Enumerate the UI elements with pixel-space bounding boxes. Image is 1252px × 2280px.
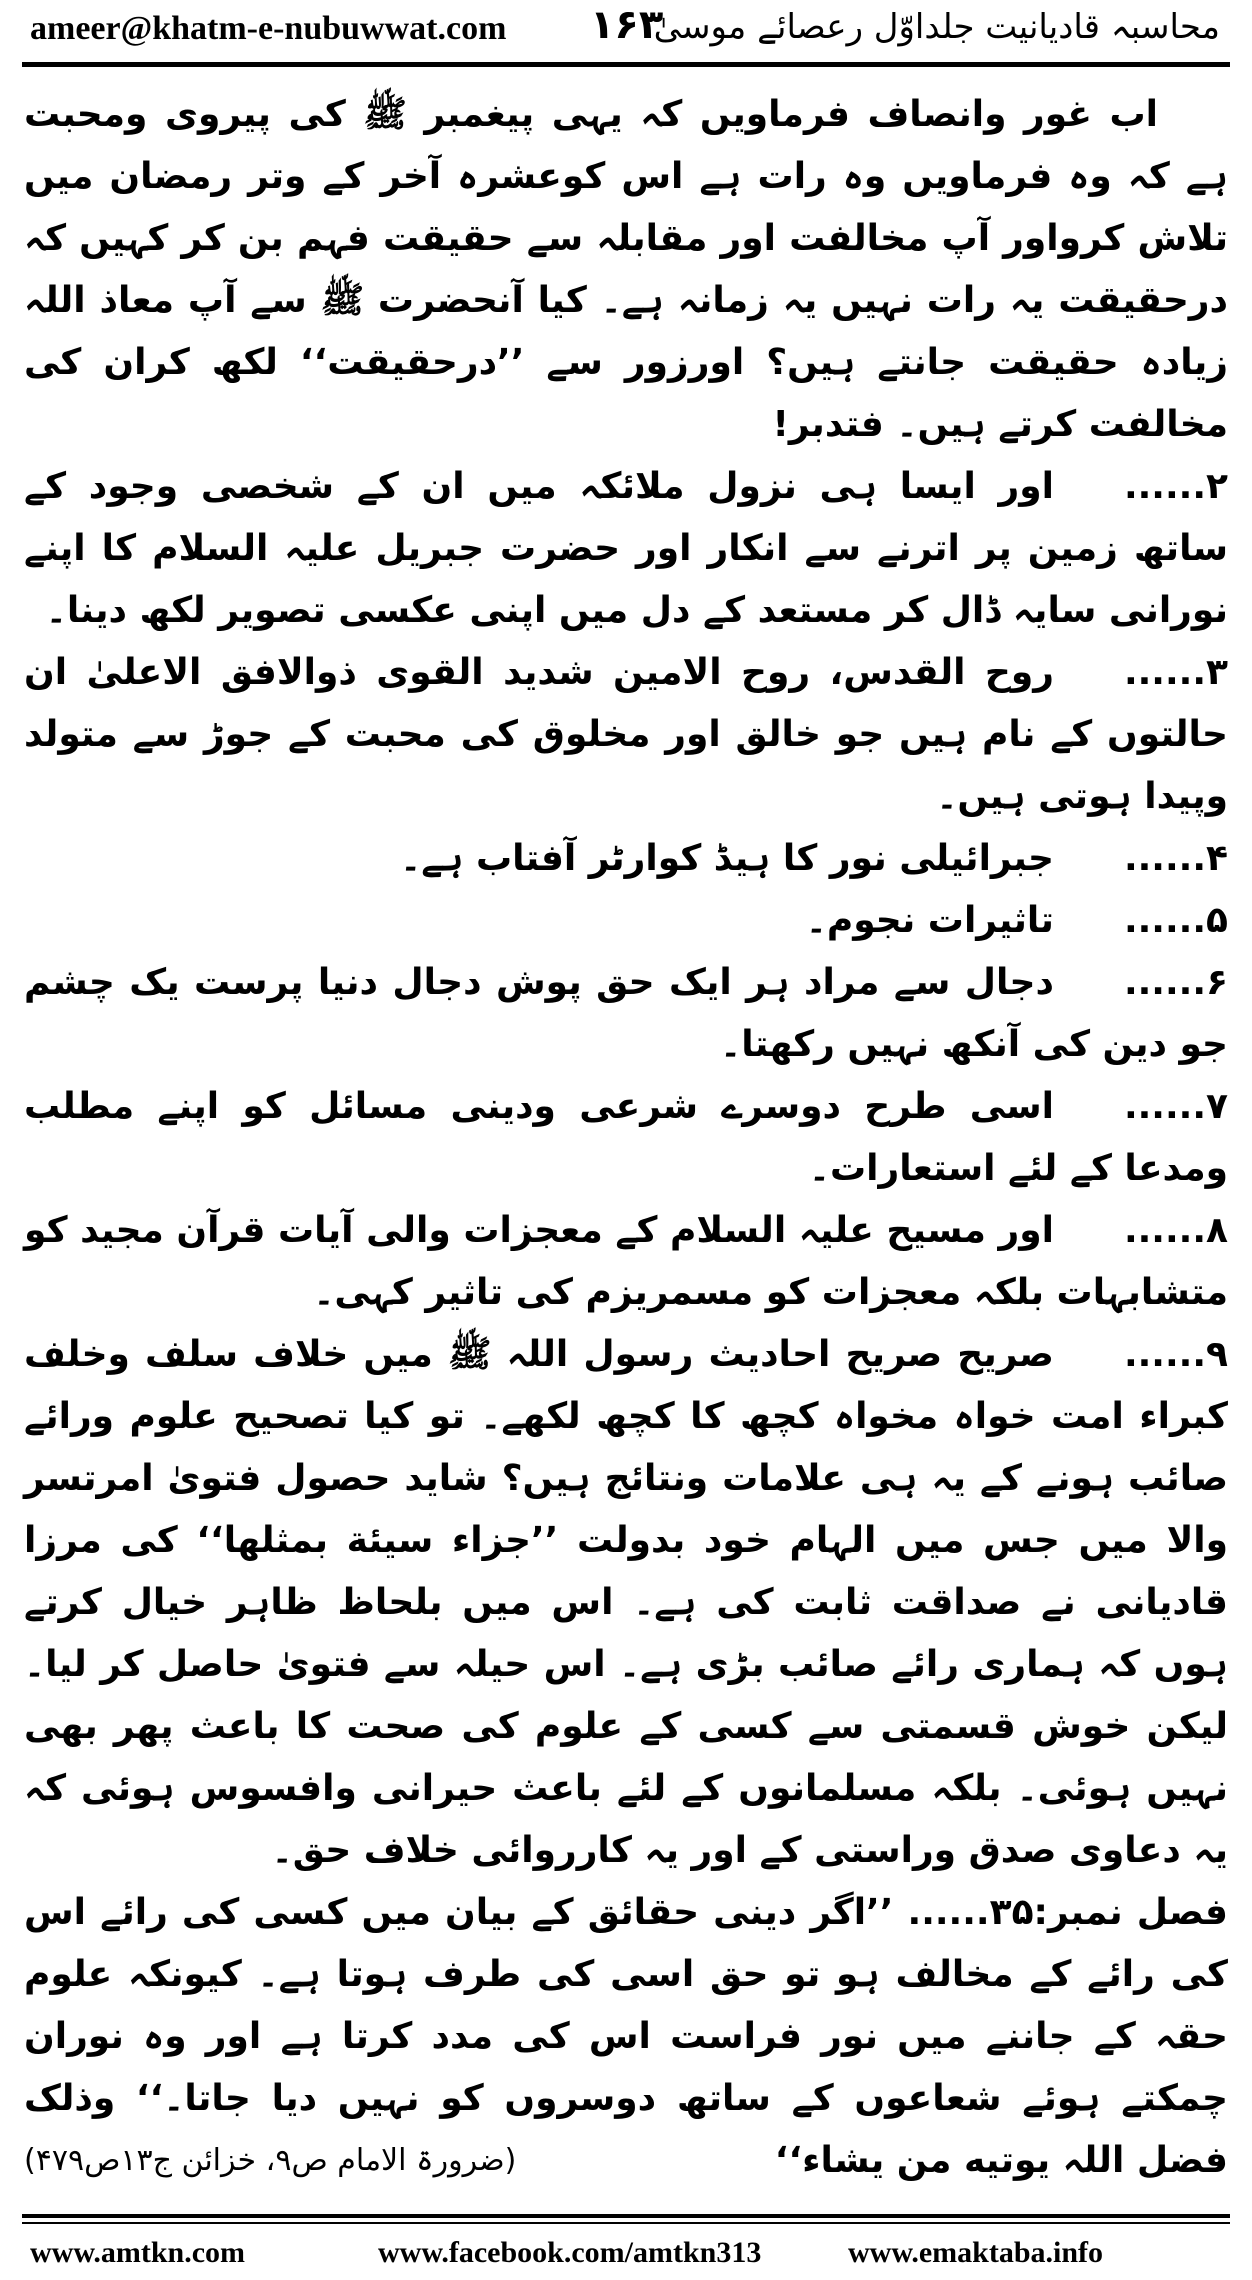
header-email: ameer@khatm-e-nubuwwat.com [30, 10, 507, 47]
book-title: محاسبہ قادیانیت جلداوّل رعصائے موسیٰ [653, 7, 1220, 47]
list-item-3: ۳......روح القدس، روح الامین شدید القوی ذوالافق الاعلیٰ ان حالتوں کے نام ہیں جو خالق اور مخلوق کی محبت کے جوڑ سے متولد وپیدا ہوتی ہیں۔ [24, 652, 1228, 817]
list-item-8: ۸......اور مسیح علیہ السلام کے معجزات والی آیات قرآن مجید کو متشابہات بلکہ معجزات کو مسمریزم کی تاثیر کہی۔ [24, 1210, 1228, 1313]
paragraph-1: اب غور وانصاف فرماویں کہ یہی پیغمبر ﷺ کی پیروی ومحبت ہے کہ وہ فرماویں وہ رات ہے اس کوعشرہ آخر کے وتر رمضان میں تلاش کرواور آپ مخالفت اور مقابلہ سے حقیقت فہم بن کر کہیں کہ درحقیقت یہ رات نہیں یہ زمانہ ہے۔ کیا آنحضرت ﷺ سے آپ معاذ اللہ زیادہ حقیقت جانتے ہیں؟ اورزور سے ’’درحقیقت‘‘ لکھ کران کی مخالفت کرتے ہیں۔ فتدبر! [24, 94, 1228, 445]
list-item-9: ۹......صریح صریح احادیث رسول اللہ ﷺ میں خلاف سلف وخلف کبراء امت خواہ مخواہ کچھ کا کچھ لکھے۔ تو کیا تصحیح علوم ورائے صائب ہونے کے یہ ہی علامات ونتائج ہیں؟ شاید حصول فتویٰ امرتسر والا میں جس میں الہام خود بدولت ’’جزاء سیئة بمثلها‘‘ کی مرزا قادیانی نے صداقت ثابت کی ہے۔ اس میں بلحاظ ظاہر خیال کرتے ہوں کہ ہماری رائے صائب بڑی ہے۔ اس حیلہ سے فتویٰ حاصل کر لیا۔ لیکن خوش قسمتی سے کسی کے علوم کی صحت کا باعث پھر بھی نہیں ہوئی۔ بلکہ مسلمانوں کے لئے باعث حیرانی وافسوس ہوئی کہ یہ دعاوی صدق وراستی کے اور یہ کارروائی خلاف حق۔ [24, 1334, 1228, 1871]
page-body [24, 84, 1228, 2192]
list-item-2: ۲......اور ایسا ہی نزول ملائکہ میں ان کے شخصی وجود کے ساتھ زمین پر اترنے سے انکار اور حضرت جبریل علیہ السلام کا اپنے نورانی سایہ ڈال کر مستعد کے دل میں اپنی عکسی تصویر لکھ دینا۔ [24, 466, 1228, 631]
section-35: فصل نمبر:۳۵...... ’’اگر دینی حقائق کے بیان میں کسی کی رائے اس کی رائے کے مخالف ہو تو حق اسی کی طرف ہوتا ہے۔ کیونکہ علوم حقہ کے جاننے میں نور فراست اس کی مدد کرتا ہے اور وہ نوران چمکتے ہوئے شعاعوں کے ساتھ دوسروں کو نہیں دیا جاتا۔‘‘ وذلک فضل اللہ یوتیه من یشاء‘‘ (ضرورۃ الامام ص۹، خزائن ج۱۳ص۴۷۹) [24, 1882, 1228, 2192]
page-footer [0, 2232, 1252, 2280]
page-number: ۱۶۳ [590, 2, 664, 48]
page-header [0, 0, 1252, 62]
footer-rule-top [22, 2214, 1230, 2218]
footer-link-emaktaba[interactable]: www.emaktaba.info [848, 2236, 1104, 2269]
footer-rule-bottom [22, 2222, 1230, 2224]
list-item-7: ۷......اسی طرح دوسرے شرعی ودینی مسائل کو اپنے مطلب ومدعا کے لئے استعارات۔ [24, 1086, 1228, 1189]
list-item-4: ۴......جبرائیلی نور کا ہیڈ کوارٹر آفتاب ہے۔ [400, 838, 1228, 879]
header-rule [22, 62, 1230, 67]
footer-link-facebook[interactable]: www.facebook.com/amtkn313 [378, 2236, 762, 2269]
list-item-6: ۶......دجال سے مراد ہر ایک حق پوش دجال دنیا پرست یک چشم جو دین کی آنکھ نہیں رکھتا۔ [24, 962, 1228, 1065]
section-reference: (ضرورۃ الامام ص۹، خزائن ج۱۳ص۴۷۹) [24, 2143, 517, 2178]
list-item-5: ۵......تاثیرات نجوم۔ [805, 900, 1228, 941]
footer-link-amtkn[interactable]: www.amtkn.com [30, 2236, 245, 2269]
